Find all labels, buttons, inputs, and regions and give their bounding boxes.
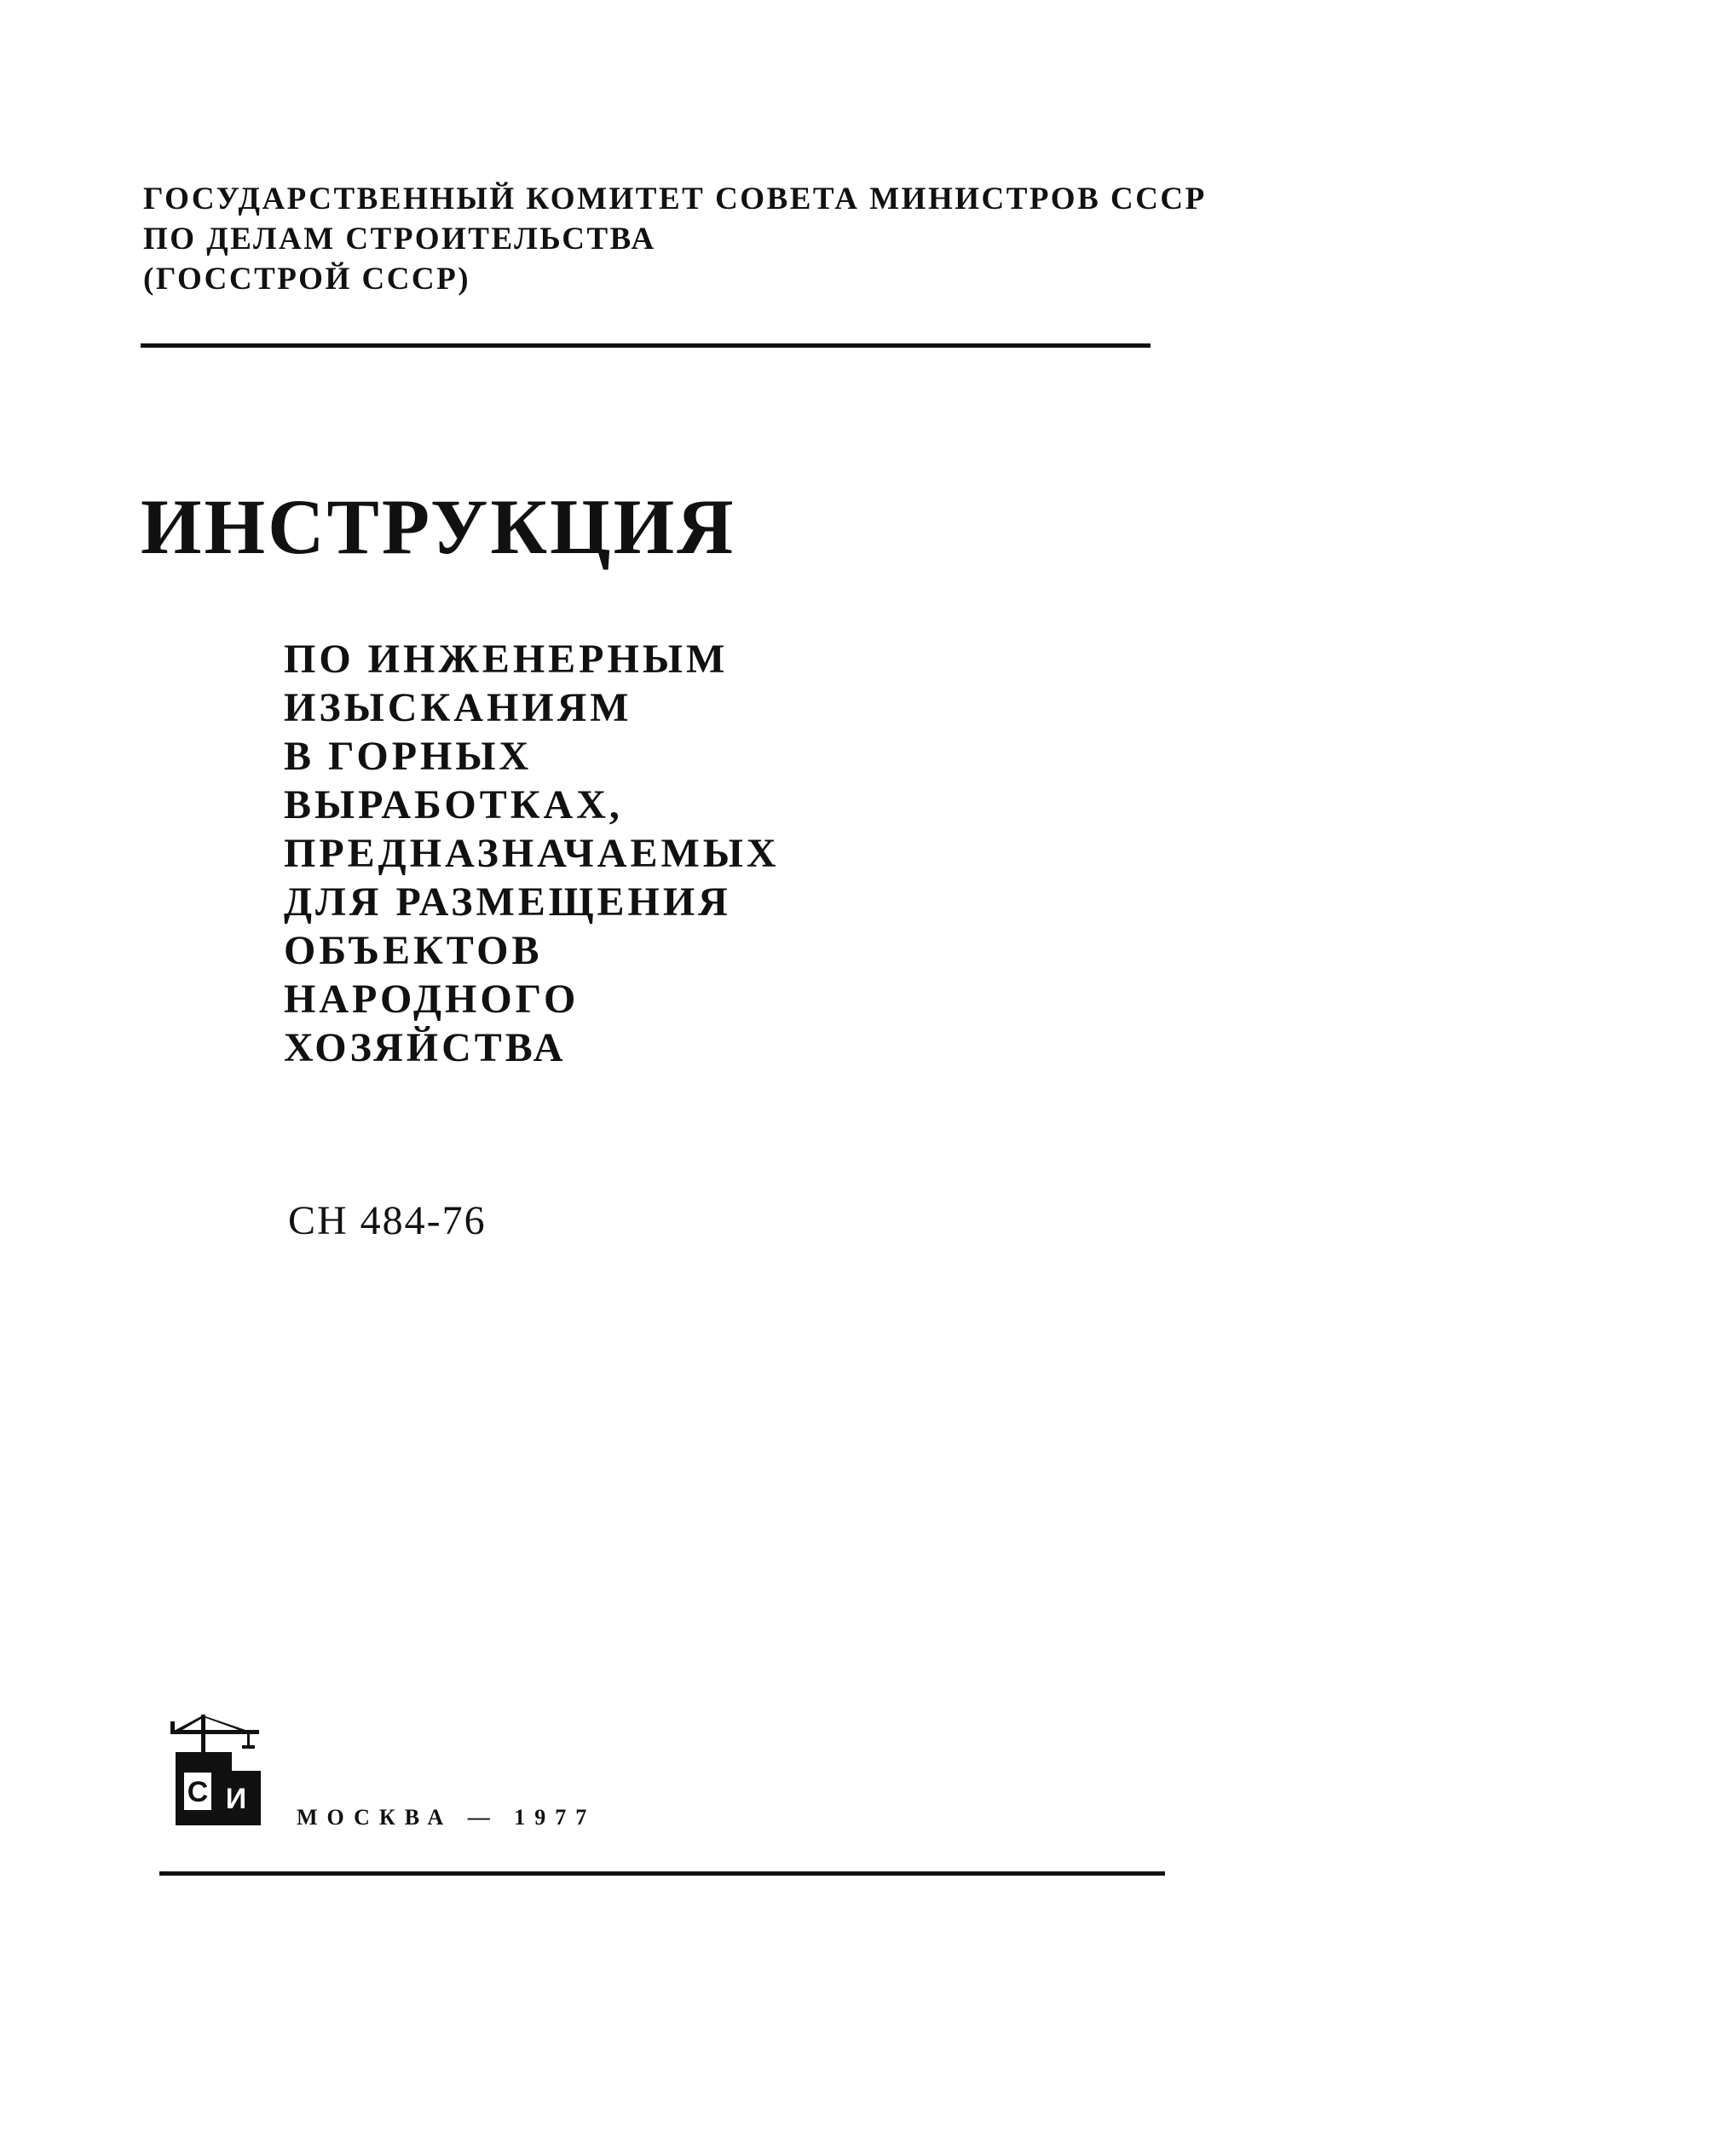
document-subtitle (284, 635, 780, 1072)
organization-header (143, 179, 1207, 299)
document-code: СН 484-76 (288, 1198, 487, 1243)
publisher-imprint: МОСКВА — 1977 (297, 1805, 597, 1830)
subtitle-line-4: ВЫРАБОТКАХ, (284, 782, 623, 827)
org-line-1: ГОСУДАРСТВЕННЫЙ КОМИТЕТ СОВЕТА МИНИСТРОВ СССР (143, 182, 1207, 216)
subtitle-line-5: ПРЕДНАЗНАЧАЕМЫХ (284, 831, 780, 876)
subtitle-line-6: ДЛЯ РАЗМЕЩЕНИЯ (284, 879, 731, 925)
subtitle-line-1: ПО ИНЖЕНЕРНЫМ (284, 637, 729, 682)
stroyizdat-logo-icon (164, 1713, 266, 1832)
org-line-2: ПО ДЕЛАМ СТРОИТЕЛЬСТВА (143, 222, 656, 257)
subtitle-line-2: ИЗЫСКАНИЯМ (284, 685, 632, 730)
subtitle-line-8: НАРОДНОГО (284, 977, 580, 1022)
subtitle-line-7: ОБЪЕКТОВ (284, 928, 543, 973)
logo-letter-i: И (225, 1783, 247, 1815)
org-line-3: (ГОССТРОЙ СССР) (143, 262, 471, 297)
top-divider (141, 343, 1151, 348)
bottom-divider (159, 1871, 1165, 1876)
subtitle-line-3: В ГОРНЫХ (284, 734, 533, 779)
logo-letter-s: С (187, 1776, 209, 1808)
subtitle-line-9: ХОЗЯЙСТВА (284, 1025, 567, 1070)
document-title: ИНСТРУКЦИЯ (141, 483, 736, 570)
